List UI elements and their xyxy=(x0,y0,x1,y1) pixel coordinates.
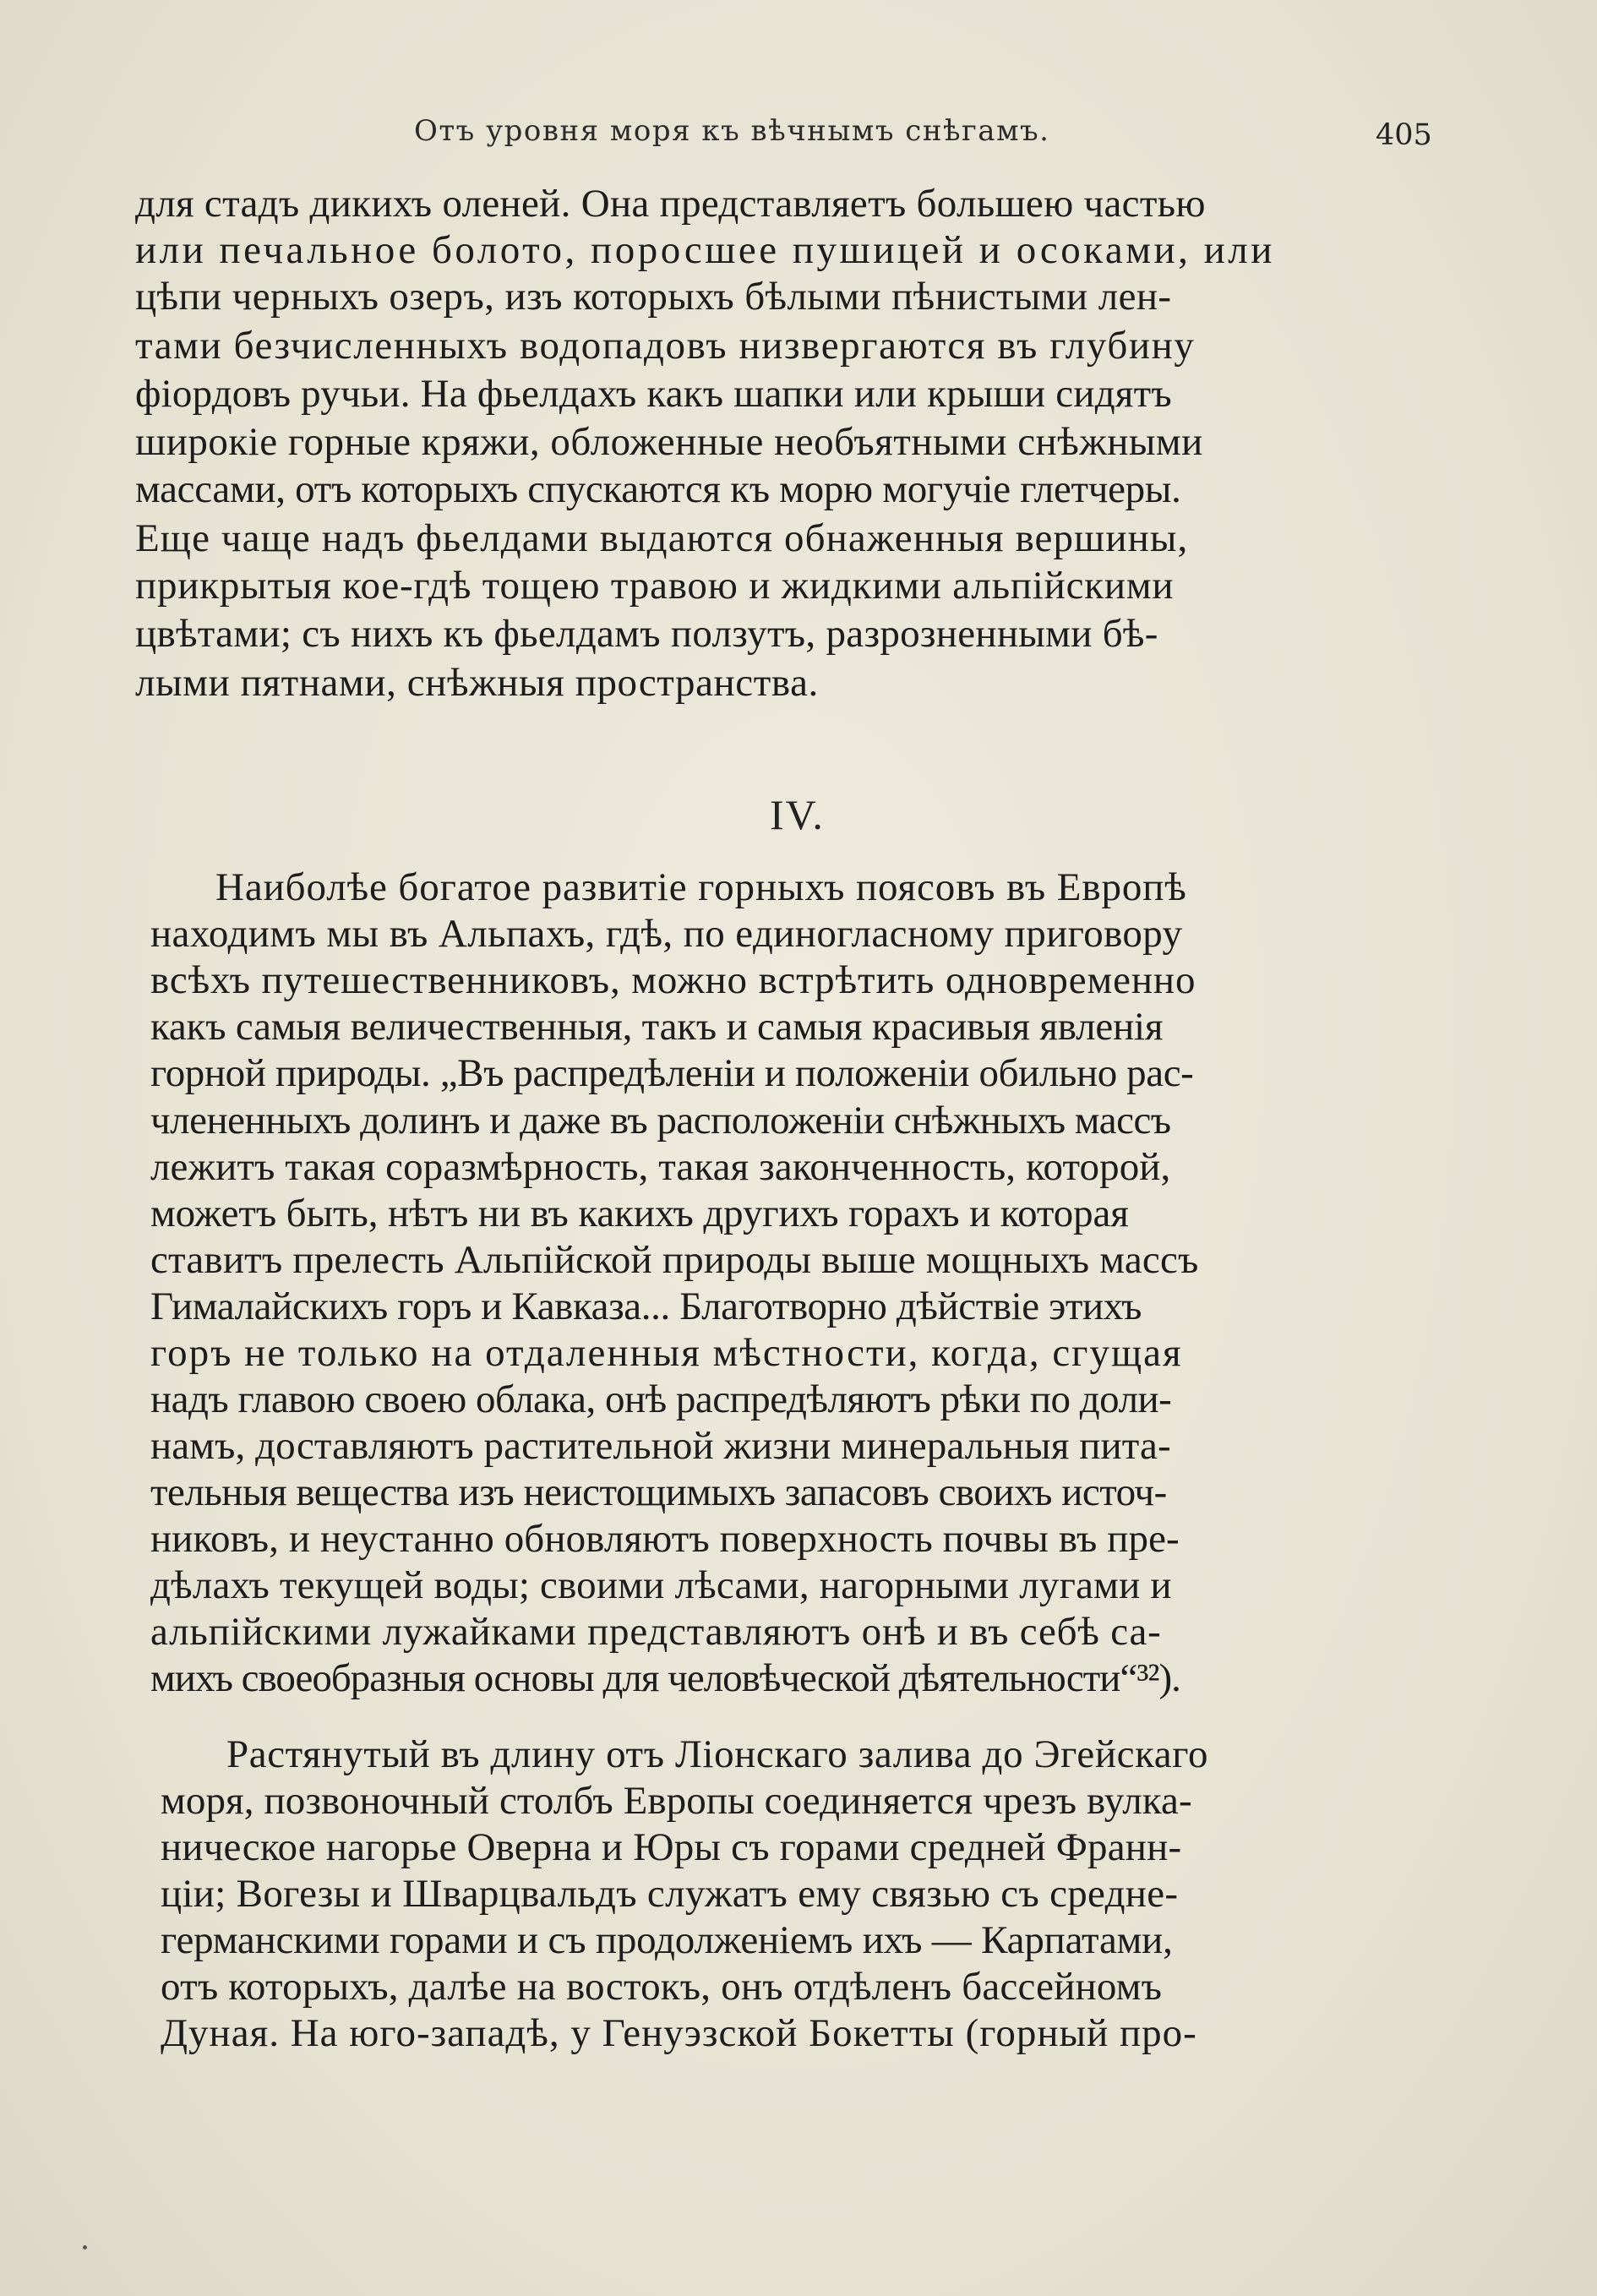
text-line: моря, позвоночный столбъ Европы соединяется чрезъ вулка- xyxy=(161,1779,1192,1823)
text-line: или печальное болото, поросшее пушицей и осоками, или xyxy=(135,228,1275,272)
text-line: какъ самыя величественныя, такъ и самыя красивыя явленія xyxy=(150,1005,1164,1049)
text-line: надъ главою своею облака, онѣ распредѣляютъ рѣки по доли- xyxy=(150,1377,1172,1421)
text-line: прикрытыя кое-гдѣ тощею травою и жидкими альпійскими xyxy=(135,564,1175,608)
text-line: цвѣтами; съ нихъ къ фьелдамъ ползутъ, разрозненными бѣ- xyxy=(135,612,1158,656)
text-line: тельныя вещества изъ неистощимыхъ запасовъ своихъ источ- xyxy=(150,1470,1167,1514)
text-line: горъ не только на отдаленныя мѣстности, когда, сгущая xyxy=(150,1331,1183,1375)
text-line: ставитъ прелесть Альпійской природы выше мощныхъ массъ xyxy=(150,1238,1199,1282)
text-line: широкіе горные кряжи, обложенные необъятными снѣжными xyxy=(135,420,1203,464)
text-line: Растянутый въ длину отъ Ліонскаго залива до Эгейскаго xyxy=(226,1732,1209,1776)
text-line: лежитъ такая соразмѣрность, такая законченность, которой, xyxy=(150,1145,1171,1189)
text-line: Гималайскихъ горъ и Кавказа... Благотворно дѣйствіе этихъ xyxy=(150,1284,1142,1328)
text-line: цѣпи черныхъ озеръ, изъ которыхъ бѣлыми пѣнистыми лен- xyxy=(135,275,1172,319)
text-line: находимъ мы въ Альпахъ, гдѣ, по единогласному приговору xyxy=(150,912,1183,956)
text-line: Наиболѣе богатое развитіе горныхъ поясовъ въ Европѣ xyxy=(215,865,1187,909)
running-title: Отъ уровня моря къ вѣчнымъ снѣгамъ. xyxy=(414,114,1050,148)
text-line: всѣхъ путешественниковъ, можно встрѣтить одновременно xyxy=(150,958,1196,1002)
text-line: можетъ быть, нѣтъ ни въ какихъ другихъ горахъ и которая xyxy=(150,1192,1129,1235)
text-line: массами, отъ которыхъ спускаются къ морю могучіе глетчеры. xyxy=(135,467,1181,511)
page-speck xyxy=(83,2245,87,2250)
text-line: фіордовъ ручьи. На фьелдахъ какъ шапки или крыши сидятъ xyxy=(135,372,1172,416)
text-line: лыми пятнами, снѣжныя пространства. xyxy=(135,661,819,705)
text-line: тами безчисленныхъ водопадовъ низвергаются въ глубину xyxy=(135,324,1196,368)
section-heading: IV. xyxy=(770,791,825,838)
text-line: намъ, доставляютъ растительной жизни минеральныя пита- xyxy=(150,1424,1171,1468)
text-line: ціи; Вогезы и Шварцвальдъ служатъ ему связью съ средне- xyxy=(161,1872,1179,1916)
text-line: члененныхъ долинъ и даже въ расположеніи снѣжныхъ массъ xyxy=(150,1099,1171,1143)
text-line: Еще чаще надъ фьелдами выдаются обнаженныя вершины, xyxy=(135,516,1189,560)
text-line: горной природы. „Въ распредѣленіи и положеніи обильно рас- xyxy=(150,1051,1194,1095)
text-line: Дуная. На юго-западѣ, у Генуэзской Бокетты (горный про- xyxy=(161,2011,1197,2055)
page-number: 405 xyxy=(1376,118,1432,152)
text-line: германскими горами и съ продолженіемъ ихъ — Карпатами, xyxy=(161,1918,1173,1962)
text-line: ническое нагорье Оверна и Юры съ горами средней Франн- xyxy=(161,1825,1182,1869)
text-line: альпійскими лужайками представляютъ онѣ и въ себѣ са- xyxy=(150,1610,1162,1654)
text-line: отъ которыхъ, далѣе на востокъ, онъ отдѣленъ бассейномъ xyxy=(161,1965,1163,2009)
text-line: дѣлахъ текущей воды; своими лѣсами, нагорными лугами и xyxy=(150,1563,1172,1607)
text-line: михъ своеобразныя основы для человѣческой дѣятельности“³²). xyxy=(150,1656,1180,1700)
text-line: никовъ, и неустанно обновляютъ поверхность почвы въ пре- xyxy=(150,1517,1180,1561)
text-line: для стадъ дикихъ оленей. Она представляетъ большею частью xyxy=(135,182,1206,226)
